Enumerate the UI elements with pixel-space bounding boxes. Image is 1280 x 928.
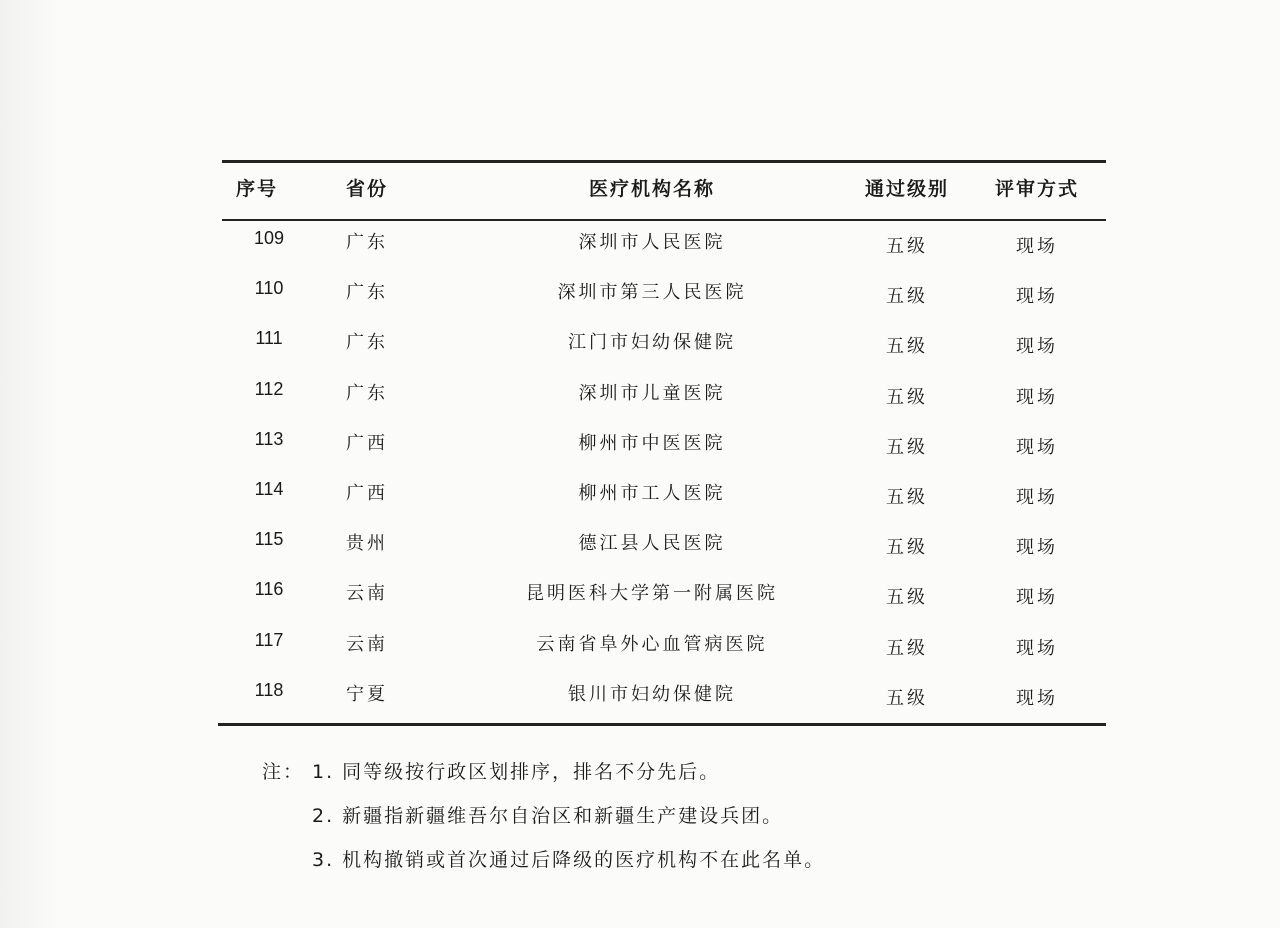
- note-item-3: [262, 838, 825, 882]
- row-index: 111: [255, 328, 283, 349]
- table-row: [222, 272, 1106, 322]
- note-text: 1. 同等级按行政区划排序，排名不分先后。: [312, 761, 721, 783]
- row-method: 现场: [1016, 637, 1058, 659]
- header-province: 省份: [345, 178, 388, 200]
- row-level: 五级: [886, 286, 928, 308]
- table-header-rule: [222, 219, 1106, 221]
- row-method: 现场: [1016, 386, 1058, 408]
- row-index: 110: [254, 278, 284, 299]
- header-index: 序号: [235, 178, 278, 200]
- table-body: [222, 222, 1106, 724]
- row-institution: 昆明医科大学第一附属医院: [526, 583, 778, 605]
- row-province: 广东: [346, 332, 388, 354]
- row-level: 五级: [886, 687, 928, 709]
- row-province: 云南: [346, 583, 388, 605]
- row-index: 114: [254, 478, 284, 499]
- row-level: 五级: [886, 236, 928, 257]
- header-institution: 医疗机构名称: [588, 178, 715, 200]
- row-method: 现场: [1016, 687, 1058, 709]
- row-level: 五级: [886, 336, 928, 358]
- row-method: 现场: [1016, 436, 1058, 458]
- row-province: 贵州: [346, 533, 388, 555]
- table-row: [222, 573, 1106, 623]
- row-method: 现场: [1016, 537, 1058, 559]
- table-top-rule: [222, 160, 1106, 163]
- row-method: 现场: [1016, 587, 1058, 609]
- row-index: 116: [254, 579, 284, 600]
- table-header-row: [222, 174, 1106, 210]
- row-institution: 江门市妇幼保健院: [568, 332, 736, 354]
- row-level: 五级: [886, 436, 928, 458]
- row-index: 112: [254, 378, 284, 399]
- row-institution: 深圳市人民医院: [578, 232, 726, 253]
- row-province: 广西: [346, 482, 388, 504]
- row-method: 现场: [1016, 486, 1058, 508]
- row-institution: 云南省阜外心血管病医院: [536, 633, 768, 655]
- row-province: 广东: [346, 282, 388, 304]
- row-province: 广西: [346, 432, 388, 454]
- row-index: 118: [254, 679, 284, 700]
- header-level: 通过级别: [864, 178, 949, 200]
- row-institution: 德江县人民医院: [578, 533, 726, 555]
- row-province: 广东: [346, 232, 388, 253]
- row-level: 五级: [886, 486, 928, 508]
- note-item-1: [262, 750, 825, 794]
- row-level: 五级: [886, 386, 928, 408]
- table-row: [222, 423, 1106, 473]
- note-text: 2. 新疆指新疆维吾尔自治区和新疆生产建设兵团。: [312, 805, 784, 827]
- row-province: 广东: [346, 382, 388, 404]
- row-institution: 深圳市第三人民医院: [557, 282, 747, 304]
- table-row: [222, 624, 1106, 674]
- row-method: 现场: [1016, 336, 1058, 358]
- table-row: [222, 222, 1106, 272]
- note-text: 3. 机构撤销或首次通过后降级的医疗机构不在此名单。: [312, 849, 826, 871]
- row-province: 宁夏: [346, 683, 388, 705]
- note-prefix: 注：: [262, 761, 305, 783]
- table-row: [222, 674, 1106, 724]
- row-province: 云南: [346, 633, 388, 655]
- row-method: 现场: [1016, 236, 1058, 257]
- row-index: 109: [253, 228, 285, 248]
- table-row: [222, 322, 1106, 372]
- table-row: [222, 523, 1106, 573]
- notes-section: [262, 750, 825, 882]
- header-method: 评审方式: [994, 178, 1079, 200]
- row-institution: 柳州市工人医院: [578, 482, 726, 504]
- row-level: 五级: [886, 537, 928, 559]
- row-level: 五级: [886, 587, 928, 609]
- row-level: 五级: [886, 637, 928, 659]
- table-row: [222, 473, 1106, 523]
- table-row: [222, 373, 1106, 423]
- table-bottom-rule: [218, 723, 1106, 726]
- row-index: 117: [254, 629, 284, 650]
- row-institution: 深圳市儿童医院: [578, 382, 726, 404]
- row-index: 113: [254, 428, 284, 449]
- scan-edge-shade: [0, 0, 60, 928]
- row-index: 115: [254, 529, 284, 550]
- note-item-2: [262, 794, 825, 838]
- row-institution: 柳州市中医医院: [578, 432, 726, 454]
- row-method: 现场: [1016, 286, 1058, 308]
- row-institution: 银川市妇幼保健院: [568, 683, 736, 705]
